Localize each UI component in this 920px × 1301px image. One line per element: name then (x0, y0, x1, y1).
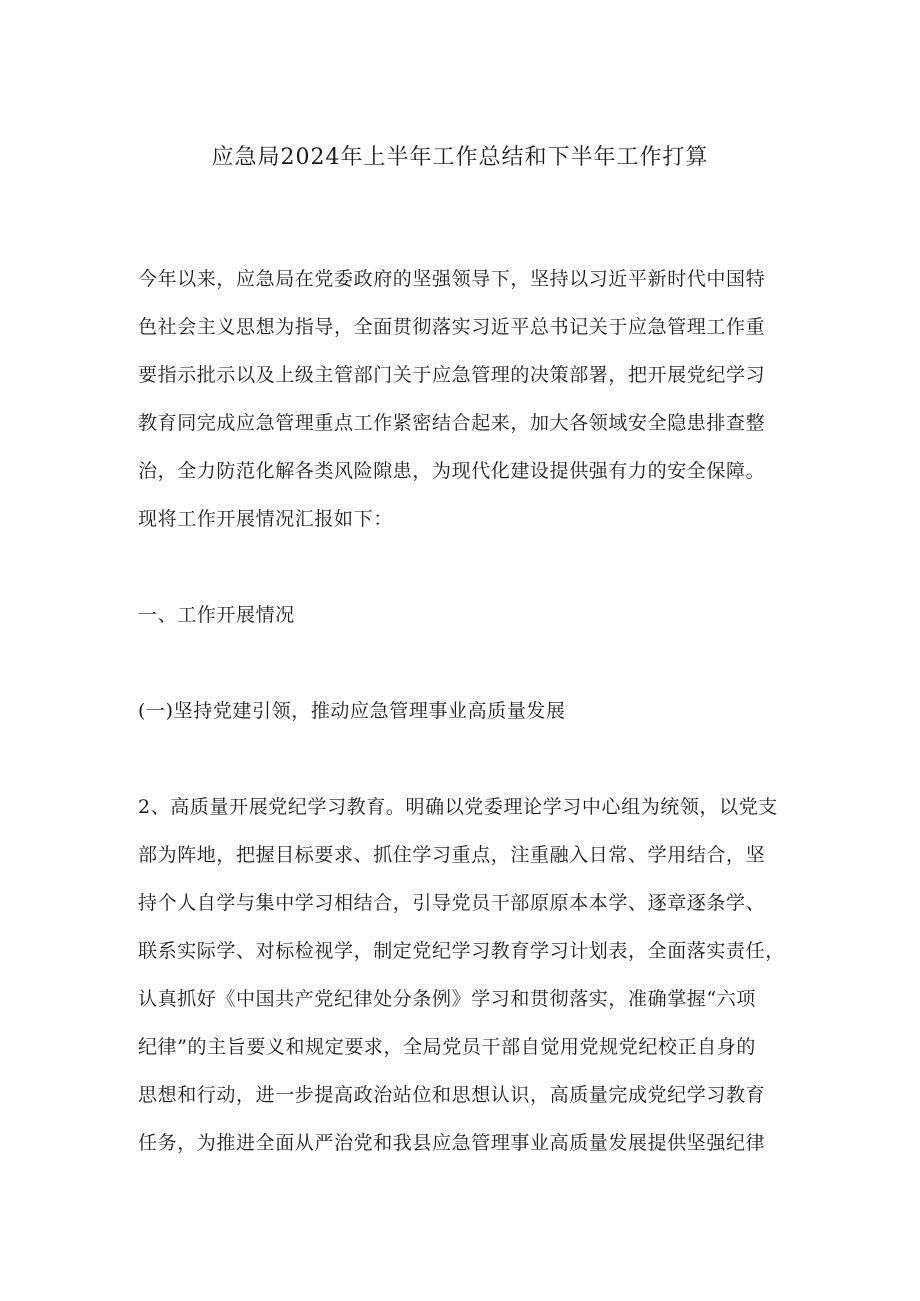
document-title: 应急局2024年上半年工作总结和下半年工作打算 (211, 145, 709, 170)
intro-line: 治，全力防范化解各类风险隙患，为现代化建设提供强有力的安全保障。 (138, 460, 766, 482)
item-line: 部为阵地，把握目标要求、抓住学习重点，注重融入日常、学用结合，坚 (138, 844, 766, 866)
item-line: 任务，为推进全面从严治党和我县应急管理事业高质量发展提供坚强纪律 (138, 1132, 766, 1154)
section-heading: 一、工作开展情况 (138, 604, 295, 626)
item-line: 联系实际学、对标检视学，制定党纪学习教育学习计划表，全面落实责任， (138, 940, 785, 962)
item-line: 思想和行动，进一步提高政治站位和思想认识，高质量完成党纪学习教育 (138, 1084, 766, 1106)
item-line: 纪律”的主旨要义和规定要求，全局党员干部自觉用党规党纪校正自身的 (138, 1036, 756, 1058)
intro-line: 色社会主义思想为指导，全面贯彻落实习近平总书记关于应急管理工作重 (138, 316, 766, 338)
item-line: 2、高质量开展党纪学习教育。明确以党委理论学习中心组为统领，以党支 (138, 796, 778, 818)
item-line: 持个人自学与集中学习相结合，引导党员干部原原本本学、逐章逐条学、 (138, 892, 766, 914)
intro-line: 现将工作开展情况汇报如下： (138, 508, 393, 530)
subsection-heading: (一)坚持党建引领，推动应急管理事业高质量发展 (138, 700, 566, 722)
intro-line: 今年以来，应急局在党委政府的坚强领导下，坚持以习近平新时代中国特 (138, 268, 766, 290)
item-line: 认真抓好《中国共产党纪律处分条例》学习和贯彻落实，准确掌握“六项 (138, 988, 756, 1010)
intro-line: 要指示批示以及上级主管部门关于应急管理的决策部署，把开展党纪学习 (138, 364, 766, 386)
intro-line: 教育同完成应急管理重点工作紧密结合起来，加大各领域安全隐患排查整 (138, 412, 766, 434)
